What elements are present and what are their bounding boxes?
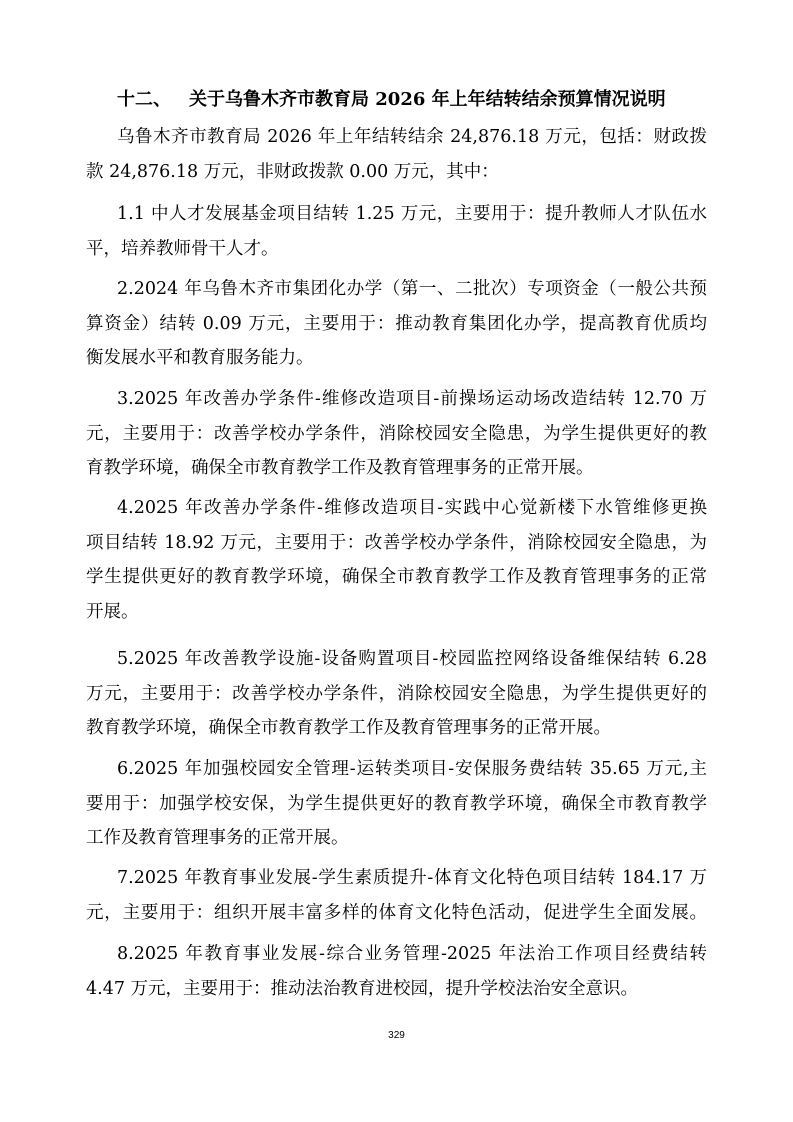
paragraph-line: 4.2025 年改善办学条件-维修改造项目-实践中心觉新楼下水管维修更换 bbox=[117, 498, 707, 518]
paragraph-item-6 bbox=[86, 752, 707, 856]
paragraph-line: 育教学环境，确保全市教育教学工作及教育管理事务的正常开展。 bbox=[86, 458, 594, 478]
paragraph-line: 7.2025 年教育事业发展-学生素质提升-体育文化特色项目结转 184.17 万 bbox=[117, 868, 707, 888]
paragraph-summary bbox=[86, 120, 707, 189]
paragraph-item-8 bbox=[86, 937, 707, 1006]
paragraph-line: 3.2025 年改善办学条件-维修改造项目-前操场运动场改造结转 12.70 万 bbox=[117, 389, 707, 409]
paragraph-line: 乌鲁木齐市教育局 2026 年上年结转结余 24,876.18 万元，包括：财政拨 bbox=[117, 127, 707, 147]
section-heading bbox=[117, 87, 666, 113]
paragraph-line: 8.2025 年教育事业发展-综合业务管理-2025 年法治工作项目经费结转 bbox=[117, 944, 707, 964]
paragraph-line: 6.2025 年加强校园安全管理-运转类项目-安保服务费结转 35.65 万元,主 bbox=[117, 759, 707, 779]
paragraph-line: 衡发展水平和教育服务能力。 bbox=[86, 348, 314, 368]
paragraph-line: 工作及教育管理事务的正常开展。 bbox=[86, 828, 349, 848]
paragraph-line: 2.2024 年乌鲁木齐市集团化办学（第一、二批次）专项资金（一般公共预 bbox=[117, 279, 707, 299]
section-title: 关于乌鲁木齐市教育局 2026 年上年结转结余预算情况说明 bbox=[189, 89, 666, 110]
paragraph-line: 1.1 中人才发展基金项目结转 1.25 万元，主要用于：提升教师人才队伍水 bbox=[117, 204, 707, 224]
paragraph-line: 平，培养教师骨干人才。 bbox=[86, 238, 279, 259]
paragraph-line: 要用于：加强学校安保，为学生提供更好的教育教学环境，确保全市教育教学 bbox=[86, 793, 707, 814]
paragraph-item-3 bbox=[86, 382, 707, 486]
paragraph-line: 算资金）结转 0.09 万元，主要用于：推动教育集团化办学，提高教育优质均 bbox=[86, 313, 707, 334]
page-number: 329 bbox=[388, 1030, 405, 1041]
paragraph-line: 5.2025 年改善教学设施-设备购置项目-校园监控网络设备维保结转 6.28 bbox=[117, 649, 707, 669]
paragraph-line: 开展。 bbox=[86, 601, 139, 622]
section-number: 十二、 bbox=[117, 89, 171, 110]
paragraph-item-5 bbox=[86, 642, 707, 746]
paragraph-item-2 bbox=[86, 272, 707, 376]
paragraph-line: 元，主要用于：改善学校办学条件，消除校园安全隐患，为学生提供更好的教 bbox=[86, 423, 707, 444]
paragraph-item-1 bbox=[86, 197, 707, 266]
paragraph-line: 学生提供更好的教育教学环境，确保全市教育教学工作及教育管理事务的正常 bbox=[86, 567, 707, 587]
paragraph-item-4 bbox=[86, 491, 707, 629]
paragraph-line: 教育教学环境，确保全市教育教学工作及教育管理事务的正常开展。 bbox=[86, 718, 611, 738]
paragraph-line: 4.47 万元，主要用于：推动法治教育进校园，提升学校法治安全意识。 bbox=[86, 978, 639, 999]
paragraph-item-7 bbox=[86, 861, 707, 930]
paragraph-line: 款 24,876.18 万元，非财政拨款 0.00 万元，其中： bbox=[86, 161, 499, 182]
paragraph-line: 项目结转 18.92 万元，主要用于：改善学校办学条件，消除校园安全隐患，为 bbox=[86, 532, 707, 553]
paragraph-line: 万元，主要用于：改善学校办学条件，消除校园安全隐患，为学生提供更好的 bbox=[86, 683, 707, 704]
paragraph-line: 元，主要用于：组织开展丰富多样的体育文化特色活动，促进学生全面发展。 bbox=[86, 902, 707, 923]
